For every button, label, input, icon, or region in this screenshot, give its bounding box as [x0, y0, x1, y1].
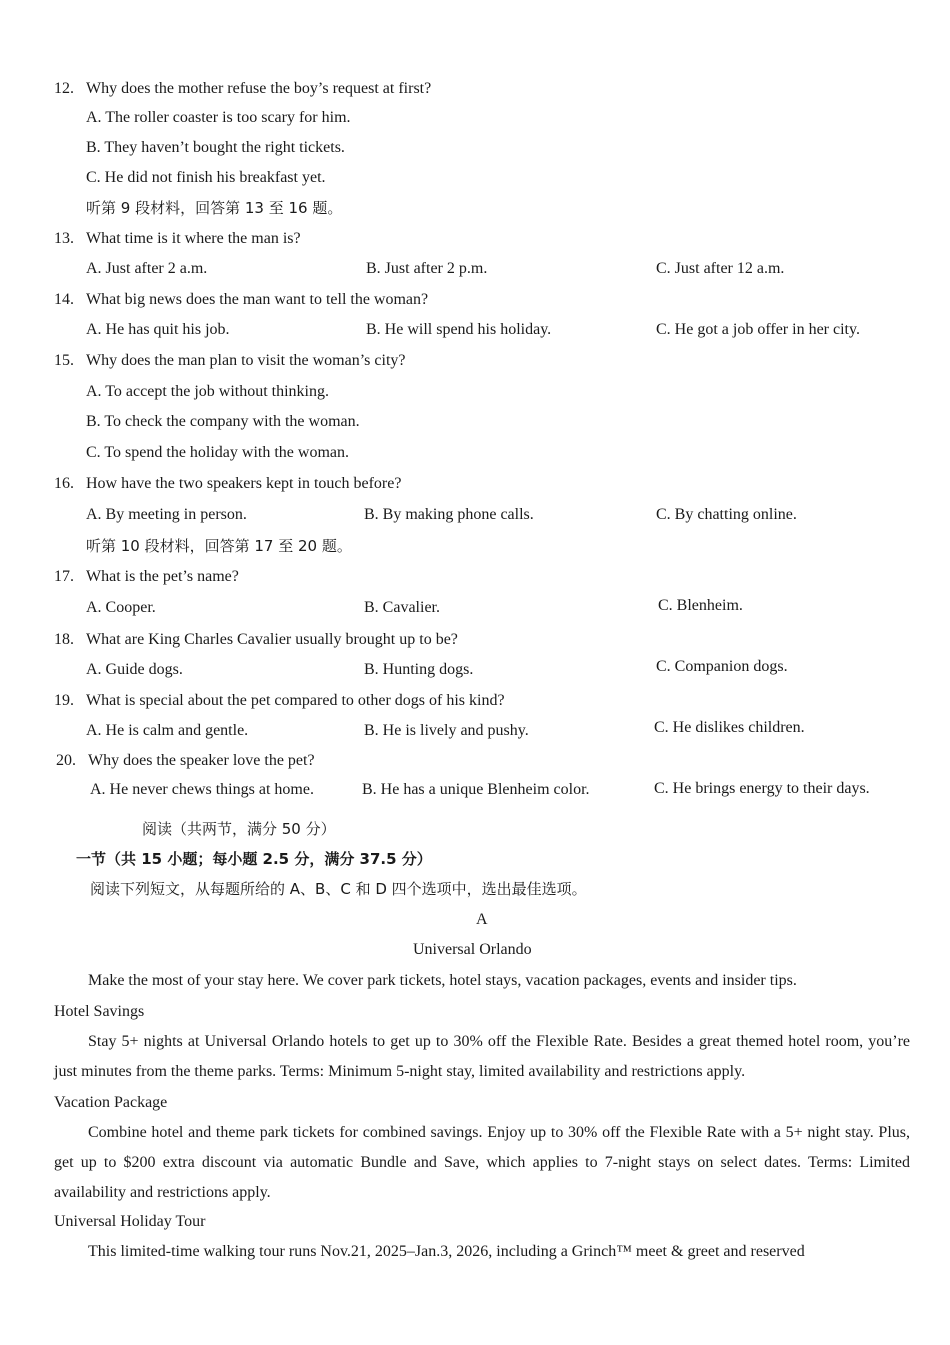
- question-text: Why does the mother refuse the boy’s request at first?: [86, 80, 432, 97]
- option-b: B. They haven’t bought the right tickets.: [86, 139, 345, 156]
- reading-part1-heading: 一节（共 15 小题；每小题 2.5 分，满分 37.5 分）: [76, 850, 432, 868]
- passage-letter: A: [476, 911, 488, 928]
- question-text: Why does the man plan to visit the woman’s city?: [86, 352, 406, 369]
- question-text: What is special about the pet compared to other dogs of his kind?: [86, 692, 505, 709]
- option-c: C. He got a job offer in her city.: [656, 321, 860, 338]
- question-text: What time is it where the man is?: [86, 230, 301, 247]
- question-text: What is the pet’s name?: [86, 568, 239, 585]
- option-b: B. Cavalier.: [364, 599, 440, 616]
- question-14: [54, 290, 428, 310]
- passage-title: Universal Orlando: [413, 941, 532, 958]
- option-a: A. He never chews things at home.: [90, 781, 314, 798]
- passage-intro: Make the most of your stay here. We cover park tickets, hotel stays, vacation packages, events and insider tips.: [88, 972, 797, 989]
- option-b: B. He is lively and pushy.: [364, 722, 529, 739]
- question-18: [54, 630, 458, 650]
- section-instruction-9: 听第 9 段材料，回答第 13 至 16 题。: [86, 199, 343, 217]
- option-c: C. He did not finish his breakfast yet.: [86, 169, 326, 186]
- option-b: B. He will spend his holiday.: [366, 321, 552, 338]
- question-20: [56, 751, 315, 771]
- section-instruction-10: 听第 10 段材料，回答第 17 至 20 题。: [86, 537, 352, 555]
- option-b: B. He has a unique Blenheim color.: [362, 781, 590, 798]
- option-a: A. He is calm and gentle.: [86, 722, 249, 739]
- question-number: 20.: [56, 752, 76, 769]
- option-c: C. Just after 12 a.m.: [656, 260, 785, 277]
- option-c: C. He brings energy to their days.: [654, 780, 870, 797]
- option-a: A. Guide dogs.: [86, 661, 183, 678]
- question-number: 19.: [54, 692, 74, 709]
- question-17: [54, 567, 239, 587]
- option-b: B. By making phone calls.: [364, 506, 534, 523]
- option-a: A. By meeting in person.: [86, 506, 247, 523]
- question-text: Why does the speaker love the pet?: [88, 752, 315, 769]
- question-number: 15.: [54, 352, 74, 369]
- question-text: What are King Charles Cavalier usually brought up to be?: [86, 631, 458, 648]
- reading-instruction: 阅读下列短文，从每题所给的 A、B、C 和 D 四个选项中，选出最佳选项。: [90, 880, 587, 898]
- option-b: B. Just after 2 p.m.: [366, 260, 488, 277]
- reading-heading: 阅读（共两节，满分 50 分）: [142, 820, 336, 838]
- question-19: [54, 691, 505, 711]
- hotel-savings-heading: Hotel Savings: [54, 1003, 145, 1020]
- option-a: A. Just after 2 a.m.: [86, 260, 208, 277]
- question-number: 14.: [54, 291, 74, 308]
- question-13: [54, 229, 301, 249]
- option-a: A. Cooper.: [86, 599, 156, 616]
- option-c: C. By chatting online.: [656, 506, 797, 523]
- option-b: B. To check the company with the woman.: [86, 413, 360, 430]
- question-number: 12.: [54, 80, 74, 97]
- question-number: 13.: [54, 230, 74, 247]
- vacation-package-text: Combine hotel and theme park tickets for combined savings. Enjoy up to 30% off the Flexible Rate with a 5+ night stay. Plus, get up to $200 extra discount via automatic Bundle and Save, which applies to 7-night stays on select dates. Terms: Limited availability and restrictions apply.: [54, 1124, 910, 1201]
- option-c: C. To spend the holiday with the woman.: [86, 444, 349, 461]
- question-number: 18.: [54, 631, 74, 648]
- question-text: What big news does the man want to tell the woman?: [86, 291, 429, 308]
- question-number: 16.: [54, 475, 74, 492]
- option-c: C. Blenheim.: [658, 597, 743, 614]
- holiday-tour-text: This limited-time walking tour runs Nov.21, 2025–Jan.3, 2026, including a Grinch™ meet & greet and reserved: [88, 1243, 805, 1260]
- option-a: A. He has quit his job.: [86, 321, 230, 338]
- option-c: C. Companion dogs.: [656, 658, 788, 675]
- question-16: [54, 474, 401, 494]
- question-15: [54, 351, 406, 371]
- option-b: B. Hunting dogs.: [364, 661, 474, 678]
- vacation-package-heading: Vacation Package: [54, 1094, 168, 1111]
- option-a: A. The roller coaster is too scary for him.: [86, 109, 351, 126]
- question-number: 17.: [54, 568, 74, 585]
- question-text: How have the two speakers kept in touch before?: [86, 475, 402, 492]
- question-12: [54, 79, 431, 99]
- holiday-tour-heading: Universal Holiday Tour: [54, 1213, 206, 1230]
- option-a: A. To accept the job without thinking.: [86, 383, 329, 400]
- hotel-savings-text: Stay 5+ nights at Universal Orlando hotels to get up to 30% off the Flexible Rate. Besides a great themed hotel room, you’re just minutes from the theme parks. Terms: Minimum 5-night stay, limited availability and restrictions apply.: [54, 1033, 910, 1080]
- option-c: C. He dislikes children.: [654, 719, 805, 736]
